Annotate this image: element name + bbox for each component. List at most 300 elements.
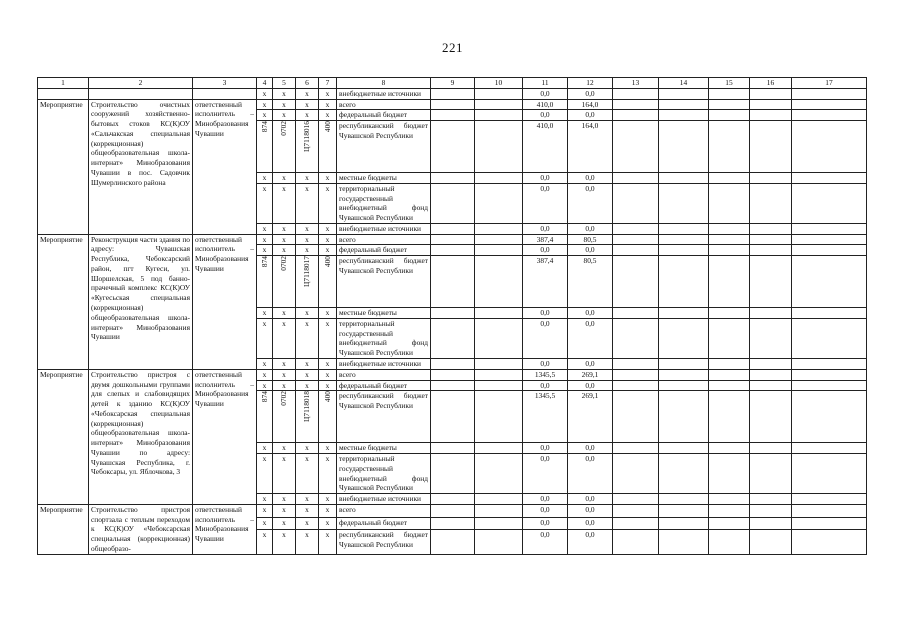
col14-cell [659,318,709,358]
table-row [38,504,867,517]
col17-cell [792,359,867,370]
col10-cell [475,359,523,370]
code-cell-c4: х [257,454,273,494]
col13-cell [613,234,659,245]
code-cell-c5: х [273,308,296,319]
funding-source-cell: всего [337,504,431,517]
col17-cell [792,121,867,173]
value-col12-cell: 0,0 [568,504,613,517]
col15-cell [709,88,750,99]
col14-cell [659,359,709,370]
code-csr-cell [296,256,319,308]
table-body [38,88,867,554]
col9-cell [431,443,475,454]
code-cell-c7: х [319,380,337,391]
code-grbs-cell-text: 874 [259,256,269,268]
col14-cell [659,110,709,121]
column-header-15: 15 [709,78,750,89]
event-name-cell: Реконструкция части здания по адресу: Чувашская Республика, Чебоксарский район, пгт Кугеси, ул. Шоршелская, 5 под банно-прачечный комплекс КС(К)ОУ «Кугесьская специальная (коррекционная) общеобразовательная школа-интернат» Минобразования Чувашии [89,234,193,369]
value-col12-cell: 164,0 [568,121,613,173]
funding-source-cell: федеральный бюджет [337,517,431,530]
col15-cell [709,121,750,173]
col14-cell [659,99,709,110]
event-name-cell: Строительство пристроя с двумя дошкольными группами для слепых и слабовидящих детей к зданию КС(К)ОУ «Чебоксарская специальная (коррекционная) общеобразовательная школа-интернат» Минобразования Чувашии по адресу: Чувашская Республика, г. Чебоксары, ул. Яблочкова, 3 [89,369,193,504]
code-cell-c5: х [273,88,296,99]
code-cell-c6: х [296,99,319,110]
col13-cell [613,110,659,121]
code-vr-cell [319,121,337,173]
col16-cell [750,223,792,234]
col10-cell [475,110,523,121]
col16-cell [750,183,792,223]
code-cell-c6: х [296,318,319,358]
funding-source-cell: внебюджетные источники [337,223,431,234]
col17-cell [792,494,867,505]
funding-source-cell: местные бюджеты [337,443,431,454]
col9-cell [431,99,475,110]
code-csr-cell-text: Ц7118017 [302,256,312,288]
code-cell-c7: х [319,369,337,380]
event-type-cell: Мероприятие [38,504,89,554]
code-rzpr-cell [273,391,296,443]
col16-cell [750,391,792,443]
col16-cell [750,308,792,319]
responsible-cell: ответственный исполнитель – Минобразования Чувашии [193,369,257,504]
code-cell-c4: х [257,183,273,223]
value-col11-cell: 0,0 [523,517,568,530]
col15-cell [709,223,750,234]
code-cell-c4: х [257,504,273,517]
col13-cell [613,318,659,358]
value-col11-cell: 0,0 [523,454,568,494]
col14-cell [659,530,709,554]
col15-cell [709,380,750,391]
col9-cell [431,183,475,223]
col16-cell [750,110,792,121]
value-col12-cell: 0,0 [568,88,613,99]
col9-cell [431,391,475,443]
code-cell-c5: х [273,318,296,358]
col13-cell [613,245,659,256]
col10-cell [475,454,523,494]
code-cell-c6: х [296,245,319,256]
page-number: 221 [442,40,463,55]
col14-cell [659,223,709,234]
code-csr-cell [296,121,319,173]
column-header-7: 7 [319,78,337,89]
col14-cell [659,443,709,454]
funding-source-cell: республиканский бюджет Чувашской Республики [337,391,431,443]
value-col12-cell: 0,0 [568,173,613,184]
col15-cell [709,99,750,110]
code-cell-c7: х [319,99,337,110]
col9-cell [431,308,475,319]
col15-cell [709,391,750,443]
code-csr-cell-text: Ц7118016 [302,121,312,152]
code-cell-c5: х [273,517,296,530]
col15-cell [709,234,750,245]
col10-cell [475,308,523,319]
funding-source-cell: территориальный государственный внебюджетный фонд Чувашской Республики [337,454,431,494]
code-cell-c4: х [257,110,273,121]
value-col12-cell: 0,0 [568,223,613,234]
code-cell-c7: х [319,504,337,517]
code-cell-c5: х [273,234,296,245]
value-col12-cell: 0,0 [568,359,613,370]
code-cell-c6: х [296,173,319,184]
col16-cell [750,369,792,380]
code-cell-c5: х [273,443,296,454]
code-grbs-cell-text: 874 [259,121,269,133]
col17-cell [792,88,867,99]
code-cell-c6: х [296,494,319,505]
col13-cell [613,183,659,223]
value-col11-cell: 1345,5 [523,391,568,443]
col10-cell [475,530,523,554]
code-cell-c5: х [273,504,296,517]
code-cell-c4: х [257,443,273,454]
code-cell-c4: х [257,99,273,110]
code-cell-c7: х [319,110,337,121]
code-cell-c4: х [257,173,273,184]
col15-cell [709,517,750,530]
col15-cell [709,256,750,308]
col10-cell [475,99,523,110]
code-cell-c7: х [319,443,337,454]
col9-cell [431,380,475,391]
col15-cell [709,318,750,358]
value-col12-cell: 269,1 [568,369,613,380]
funding-source-cell: местные бюджеты [337,308,431,319]
code-cell-c5: х [273,454,296,494]
col14-cell [659,391,709,443]
column-header-6: 6 [296,78,319,89]
col14-cell [659,173,709,184]
code-cell-c4: х [257,380,273,391]
col9-cell [431,110,475,121]
funding-source-cell: местные бюджеты [337,173,431,184]
value-col12-cell: 0,0 [568,380,613,391]
col13-cell [613,88,659,99]
code-vr-cell [319,391,337,443]
col17-cell [792,308,867,319]
funding-source-cell: республиканский бюджет Чувашской Республики [337,530,431,554]
col16-cell [750,380,792,391]
value-col12-cell: 80,5 [568,234,613,245]
value-col11-cell: 0,0 [523,494,568,505]
col13-cell [613,256,659,308]
event-type-cell: Мероприятие [38,99,89,234]
value-col11-cell: 0,0 [523,359,568,370]
column-header-11: 11 [523,78,568,89]
col13-cell [613,359,659,370]
value-col11-cell: 0,0 [523,443,568,454]
col10-cell [475,504,523,517]
table-row [38,369,867,380]
code-vr-cell [319,256,337,308]
col13-cell [613,504,659,517]
code-cell-c7: х [319,359,337,370]
col17-cell [792,256,867,308]
table-row [38,99,867,110]
col14-cell [659,454,709,494]
code-cell-c4: х [257,494,273,505]
code-rzpr-cell-text: 0702 [279,256,289,271]
col10-cell [475,443,523,454]
col9-cell [431,504,475,517]
code-cell-c5: х [273,494,296,505]
col17-cell [792,234,867,245]
value-col11-cell: 0,0 [523,110,568,121]
col9-cell [431,530,475,554]
value-col11-cell: 1345,5 [523,369,568,380]
col10-cell [475,256,523,308]
col16-cell [750,99,792,110]
code-cell-c4: х [257,369,273,380]
value-col12-cell: 164,0 [568,99,613,110]
code-cell-c5: х [273,183,296,223]
code-cell-c5: х [273,359,296,370]
value-col11-cell: 387,4 [523,256,568,308]
col9-cell [431,359,475,370]
col16-cell [750,234,792,245]
code-rzpr-cell-text: 0702 [279,121,289,136]
col16-cell [750,121,792,173]
col17-cell [792,380,867,391]
column-header-4: 4 [257,78,273,89]
code-cell-c7: х [319,454,337,494]
col17-cell [792,245,867,256]
col17-cell [792,530,867,554]
value-col12-cell: 0,0 [568,530,613,554]
value-col12-cell: 0,0 [568,454,613,494]
value-col11-cell: 0,0 [523,245,568,256]
code-cell-c7: х [319,494,337,505]
event-type-cell: Мероприятие [38,369,89,504]
code-cell-c5: х [273,99,296,110]
column-header-14: 14 [659,78,709,89]
event-name-cell: Строительство очистных сооружений хозяйственно-бытовых стоков КС(К)ОУ «Сальчакская специальная (коррекционная) общеобразовательная школа-интернат» Минобразования Чувашии в пос. Садовчик Шумерлинского района [89,99,193,234]
code-cell-c6: х [296,517,319,530]
funding-source-cell: территориальный государственный внебюджетный фонд Чувашской Республики [337,318,431,358]
code-rzpr-cell-text: 0702 [279,391,289,407]
table-row [38,234,867,245]
col15-cell [709,504,750,517]
column-header-17: 17 [792,78,867,89]
code-cell-c4: х [257,308,273,319]
responsible-cell: ответственный исполнитель – Минобразования Чувашии [193,234,257,369]
code-cell-c6: х [296,223,319,234]
code-cell-c6: х [296,183,319,223]
col17-cell [792,443,867,454]
col13-cell [613,173,659,184]
code-vr-cell-text: 400 [322,391,332,403]
col13-cell [613,517,659,530]
col13-cell [613,380,659,391]
value-col11-cell: 0,0 [523,380,568,391]
col13-cell [613,530,659,554]
col13-cell [613,454,659,494]
col15-cell [709,530,750,554]
col16-cell [750,530,792,554]
value-col12-cell: 0,0 [568,494,613,505]
col17-cell [792,504,867,517]
code-cell-c6: х [296,454,319,494]
col10-cell [475,494,523,505]
col14-cell [659,183,709,223]
funding-source-cell: внебюджетные источники [337,88,431,99]
code-cell-c6: х [296,110,319,121]
value-col12-cell: 0,0 [568,110,613,121]
col14-cell [659,256,709,308]
value-col11-cell: 0,0 [523,223,568,234]
col9-cell [431,245,475,256]
value-col12-cell: 0,0 [568,183,613,223]
code-cell-c6: х [296,530,319,554]
col17-cell [792,454,867,494]
code-cell-c5: х [273,380,296,391]
value-col11-cell: 0,0 [523,530,568,554]
col16-cell [750,318,792,358]
funding-source-cell: всего [337,234,431,245]
col13-cell [613,443,659,454]
code-cell-c6: х [296,88,319,99]
col17-cell [792,110,867,121]
col17-cell [792,173,867,184]
col16-cell [750,173,792,184]
col14-cell [659,494,709,505]
code-csr-cell-text: Ц7118018 [302,391,312,423]
value-col12-cell: 0,0 [568,318,613,358]
code-cell-c5: х [273,173,296,184]
code-cell-c6: х [296,380,319,391]
col9-cell [431,369,475,380]
col13-cell [613,223,659,234]
col9-cell [431,88,475,99]
code-cell-c4: х [257,223,273,234]
col9-cell [431,256,475,308]
col14-cell [659,245,709,256]
code-grbs-cell [257,121,273,173]
col15-cell [709,369,750,380]
col9-cell [431,234,475,245]
col10-cell [475,369,523,380]
col10-cell [475,318,523,358]
value-col11-cell: 410,0 [523,99,568,110]
col15-cell [709,245,750,256]
code-cell-c7: х [319,183,337,223]
col9-cell [431,318,475,358]
col17-cell [792,517,867,530]
code-rzpr-cell [273,121,296,173]
col16-cell [750,454,792,494]
code-cell-c6: х [296,443,319,454]
value-col11-cell: 0,0 [523,308,568,319]
column-header-16: 16 [750,78,792,89]
code-cell-c7: х [319,308,337,319]
col17-cell [792,183,867,223]
col14-cell [659,517,709,530]
column-header-10: 10 [475,78,523,89]
code-rzpr-cell [273,256,296,308]
code-vr-cell-text: 400 [322,121,332,133]
code-cell-c7: х [319,173,337,184]
column-header-12: 12 [568,78,613,89]
col9-cell [431,121,475,173]
col10-cell [475,88,523,99]
code-cell-c7: х [319,530,337,554]
code-cell-c6: х [296,359,319,370]
value-col11-cell: 0,0 [523,183,568,223]
col16-cell [750,443,792,454]
col16-cell [750,256,792,308]
event-name-cell: Строительство пристроя спортзала с теплым переходом к КС(К)ОУ «Чебоксарская специальная (коррекционная) общеобразо- [89,504,193,554]
col14-cell [659,121,709,173]
event-type-cell [38,88,89,99]
column-header-9: 9 [431,78,475,89]
responsible-cell: ответственный исполнитель – Минобразования Чувашии [193,504,257,554]
col17-cell [792,369,867,380]
code-cell-c4: х [257,530,273,554]
col10-cell [475,223,523,234]
col15-cell [709,110,750,121]
code-cell-c4: х [257,245,273,256]
funding-source-cell: всего [337,369,431,380]
code-cell-c5: х [273,530,296,554]
funding-source-cell: федеральный бюджет [337,380,431,391]
col15-cell [709,494,750,505]
code-cell-c5: х [273,110,296,121]
col10-cell [475,121,523,173]
header-row [38,78,867,89]
code-cell-c7: х [319,245,337,256]
code-cell-c7: х [319,517,337,530]
value-col11-cell: 0,0 [523,173,568,184]
col15-cell [709,173,750,184]
col14-cell [659,369,709,380]
col13-cell [613,391,659,443]
col13-cell [613,494,659,505]
col13-cell [613,369,659,380]
col15-cell [709,454,750,494]
col16-cell [750,494,792,505]
column-header-1: 1 [38,78,89,89]
code-grbs-cell [257,391,273,443]
col17-cell [792,223,867,234]
value-col11-cell: 0,0 [523,318,568,358]
funding-source-cell: федеральный бюджет [337,110,431,121]
funding-source-cell: всего [337,99,431,110]
value-col12-cell: 80,5 [568,256,613,308]
funding-source-cell: внебюджетные источники [337,494,431,505]
value-col12-cell: 0,0 [568,517,613,530]
value-col11-cell: 0,0 [523,88,568,99]
col10-cell [475,183,523,223]
value-col12-cell: 0,0 [568,443,613,454]
col16-cell [750,359,792,370]
code-grbs-cell-text: 874 [259,391,269,403]
col16-cell [750,504,792,517]
col10-cell [475,391,523,443]
code-grbs-cell [257,256,273,308]
col15-cell [709,443,750,454]
column-header-5: 5 [273,78,296,89]
code-cell-c4: х [257,88,273,99]
code-cell-c6: х [296,234,319,245]
value-col12-cell: 0,0 [568,308,613,319]
value-col12-cell: 0,0 [568,245,613,256]
code-cell-c4: х [257,318,273,358]
